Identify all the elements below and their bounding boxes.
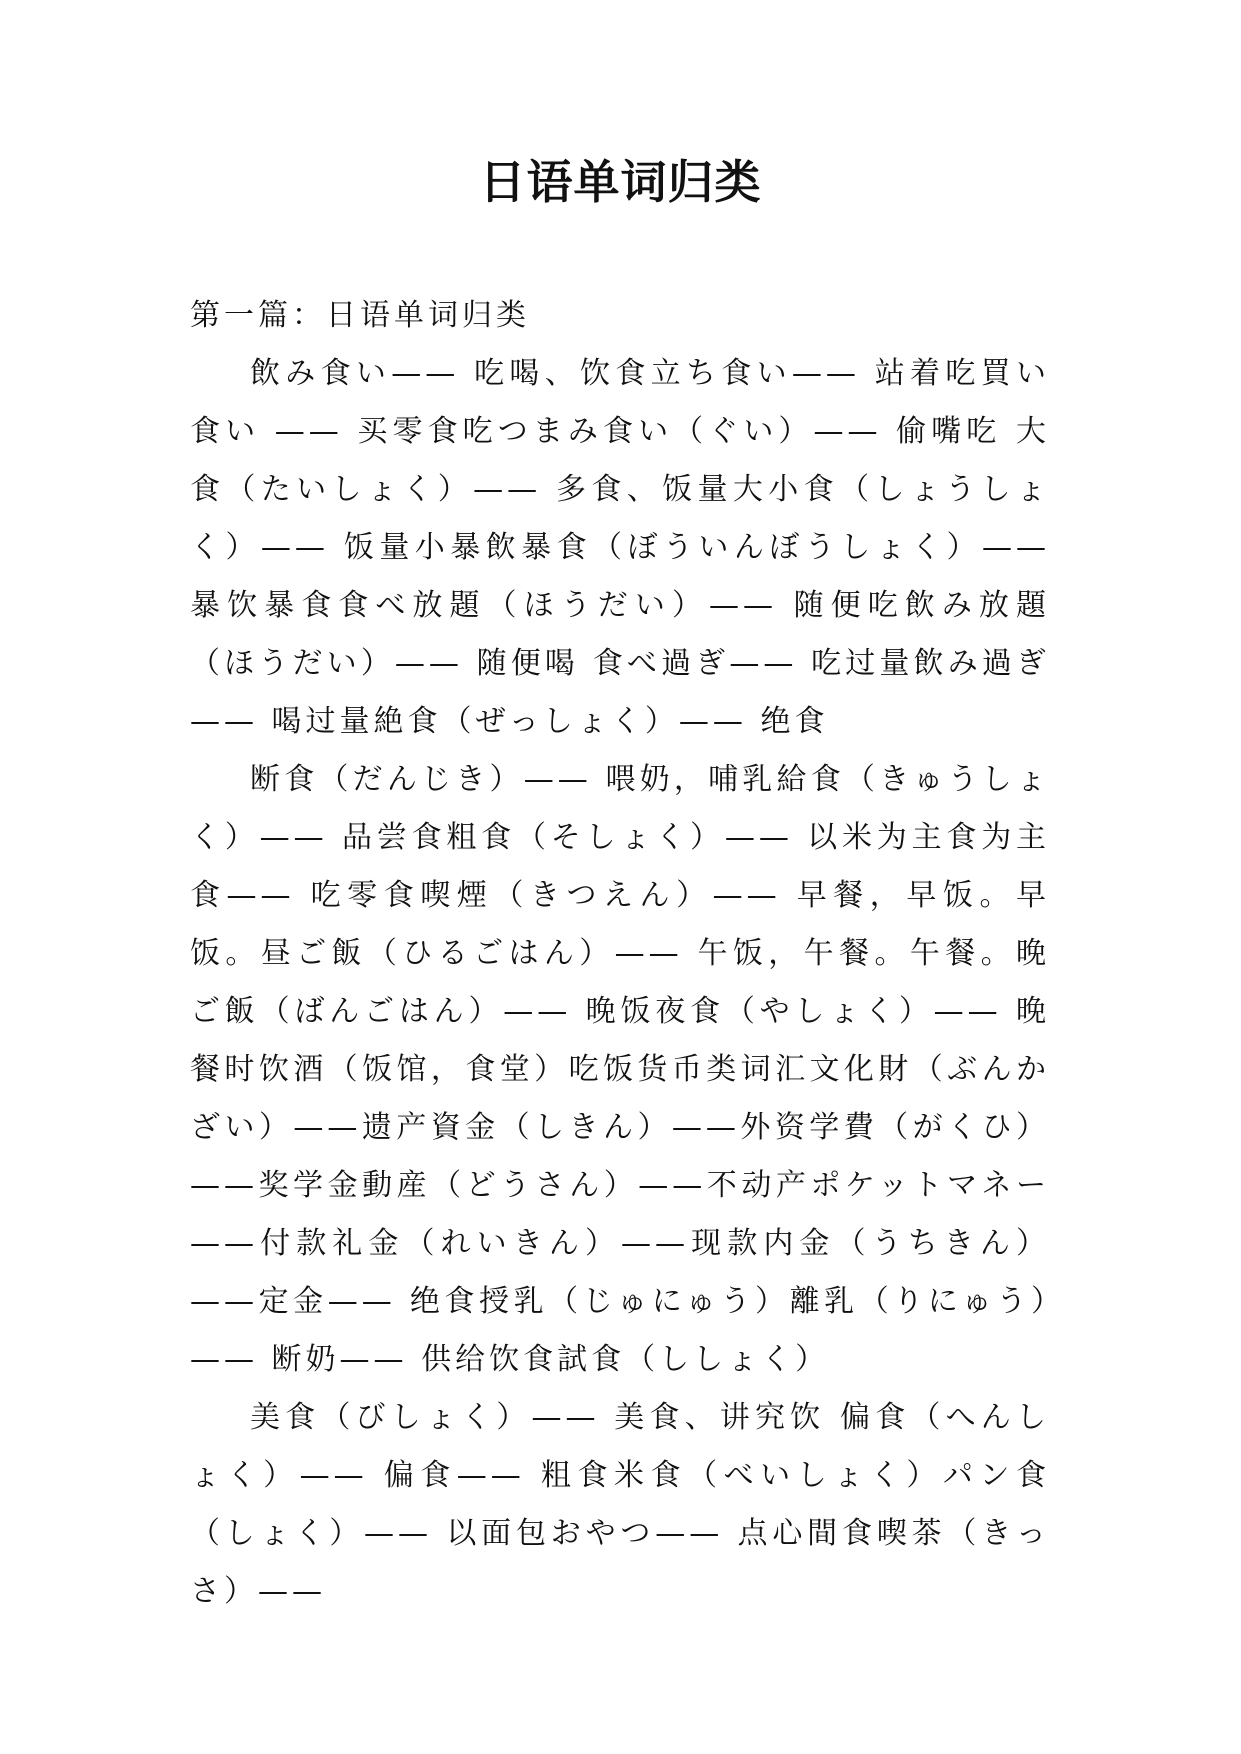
paragraph-3: 美食（びしょく）—— 美食、讲究饮 偏食（へんしょく）—— 偏食—— 粗食米食（べいしょく）パン食（しょく）—— 以面包おやつ—— 点心間食喫茶（きっさ）—— [190, 1400, 1050, 1609]
paragraph-2: 断食（だんじき）—— 喂奶，哺乳給食（きゅうしょく）—— 品尝食粗食（そしょく）—— 以米为主食为主食—— 吃零食喫煙（きつえん）—— 早餐，早饭。早饭。昼ご飯（ひるごはん）—— 午饭，午餐。午餐。晚ご飯（ばんごはん）—— 晚饭夜食（やしょく）—— 晚餐时饮酒（饭馆，食堂）吃饭货币类词汇文化財（ぶんかざい）——遗产資金（しきん）——外资学費（がくひ）——奖学金動産（どうさん）——不动产ポケットマネー——付款礼金（れいきん）——现款内金（うちきん）——定金—— 绝食授乳（じゅにゅう）離乳（りにゅう）—— 断奶—— 供给饮食試食（ししょく） [190, 762, 1050, 1377]
paragraph-1: 飲み食い—— 吃喝、饮食立ち食い—— 站着吃買い食い —— 买零食吃つまみ食い（ぐい）—— 偷嘴吃 大食（たいしょく）—— 多食、饭量大小食（しょうしょく）—— 饭量小暴飲暴食（ぼういんぼうしょく）—— 暴饮暴食食べ放題（ほうだい）—— 随便吃飲み放題（ほうだい）—— 随便喝 食べ過ぎ—— 吃过量飲み過ぎ —— 喝过量絶食（ぜっしょく）—— 绝食 [190, 356, 1050, 739]
document-body [190, 287, 1050, 1621]
document-title: 日语单词归类 [479, 155, 762, 209]
section-heading: 第一篇：日语单词归类 [190, 298, 530, 333]
